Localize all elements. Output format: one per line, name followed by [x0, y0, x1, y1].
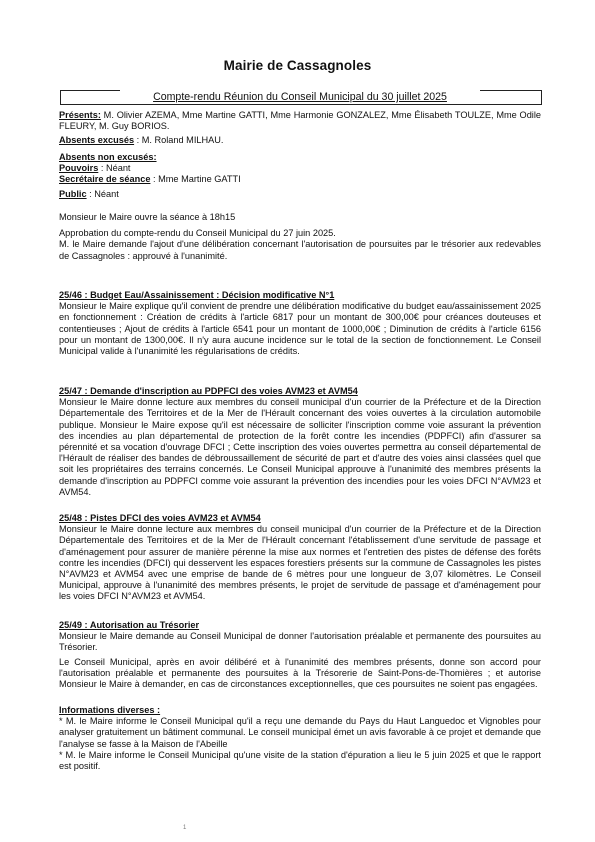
section-25-47: [59, 386, 541, 498]
absents-excuses-text: : M. Roland MILHAU.: [136, 135, 224, 146]
presents-text: M. Olivier AZEMA, Mme Martine GATTI, Mme Harmonie GONZALEZ, Mme Élisabeth TOULZE, Mme Odile FLEURY, M. Guy BORIOS.: [59, 110, 541, 132]
absents-excuses-label: Absents excusés: [59, 135, 135, 146]
section-25-48: [59, 513, 541, 603]
public-line: [59, 189, 541, 200]
presents-line: [59, 110, 541, 132]
opening-line-1: Monsieur le Maire ouvre la séance à 18h15: [59, 212, 236, 222]
section-body: Monsieur le Maire explique qu'il convient de prendre une délibération modificative du budget eau/assainissement 2025 en fonctionnement : Création de crédits à l'article 6817 pour un montant de 300,00€ pour créances douteuses et contentieuses ; Ajout de crédits à l'article 6541 pour un montant de 1000,00€ ; Diminution de crédits à l'article 6156 pour un montant de 1300,00€. Il n'y aura aucune incidence sur le total de la section de fonctionnement. Le Conseil Municipal valide à l'unanimité les régularisations de crédits.: [59, 301, 541, 357]
public-label: Public: [59, 189, 87, 200]
section-heading: 25/49 : Autorisation au Trésorier: [59, 620, 200, 630]
informations-heading: Informations diverses :: [59, 705, 161, 715]
presents-label: Présents:: [59, 110, 101, 120]
section-heading: 25/47 : Demande d'inscription au PDPFCI des voies AVM23 et AVM54: [59, 386, 358, 396]
pouvoirs-label: Pouvoirs: [59, 162, 99, 173]
page-title: Mairie de Cassagnoles: [223, 58, 372, 73]
section-25-49: [59, 620, 541, 690]
information-item-2: * M. le Maire informe le Conseil Municipal qu'une visite de la station d'épuration a lieu le 5 juin 2025 et que le rapport est positif.: [59, 749, 541, 772]
informations-diverses: [59, 705, 541, 772]
secretaire-line: [59, 174, 541, 185]
secretaire-label: Secrétaire de séance: [59, 174, 151, 185]
absents-excuses-line: [59, 135, 541, 146]
opening-line-3: M. le Maire demande l'ajout d'une délibération concernant l'autorisation de poursuites par le trésorier aux redevables de Cassagnoles : approuvé à l'unanimité.: [59, 239, 541, 261]
section-body: Monsieur le Maire donne lecture aux membres du conseil municipal d'un courrier de la Préfecture et de la Direction Départementale des Territoires et de la Mer de l'Hérault concernant des voies ouvertes à la circulation automobile publique. Monsieur le Maire expose qu'il est nécessaire de solliciter l'inscription comme voie assurant la prévention des incendies au plan départemental de protection de la forêt contre les incendies (PDPFCI) afin d'assurer sa pérennité et sa vocation d'ouvrage DFCI ; Cette inscription des voies ouvertes permettra au conseil départemental de l'Hérault de réaliser des bandes de débroussaillement de sécurité de part et d'autre des voies ainsi classées quel que soit les propriétaires des terrains concernés. Le Conseil Municipal approuve à l'unanimité des membres présents la demande d'inscription au PDPFCI comme voie assurant la prévention des incendies pour les voies DFCI N°AVM23 et AVM54.: [59, 397, 541, 497]
opening-block: [59, 212, 541, 262]
information-item-1: * M. le Maire informe le Conseil Municipal qu'il a reçu une demande du Pays du Haut Languedoc et Vignobles pour analyser gratuitement un bâtiment communal. Le conseil municipal émet un avis favorable à ce projet et demande que l'analyse se fasse à la Maison de l'Abeille: [59, 716, 541, 749]
pouvoirs-text: : Néant: [98, 162, 131, 173]
opening-line-2: Approbation du compte-rendu du Conseil Municipal du 27 juin 2025.: [59, 228, 336, 239]
section-body: Monsieur le Maire demande au Conseil Municipal de donner l'autorisation préalable et permanente des poursuites au Trésorier.: [59, 631, 541, 653]
attendance-block: [59, 110, 541, 200]
secretaire-text: : Mme Martine GATTI: [150, 174, 241, 185]
section-25-46: [59, 290, 541, 357]
section-heading: 25/46 : Budget Eau/Assainissement : Décision modificative N°1: [59, 290, 335, 300]
page-footer-mark: 1: [183, 825, 187, 831]
absents-non-excuses-line: [59, 152, 541, 163]
public-text: : Néant: [86, 189, 119, 200]
section-heading: 25/48 : Pistes DFCI des voies AVM23 et AVM54: [59, 513, 261, 523]
section-body: Monsieur le Maire donne lecture aux membres du conseil municipal d'un courrier de la Préfecture et de la Direction Départementale des Territoires et de la Mer de l'Hérault concernant l'établissement d'une servitude de passage et d'aménagement pour assurer de manière pérenne la mise aux normes et l'entretien des pistes de défense des forêts contre les incendies (DFCI) qui desservent les espaces forestiers présents sur la commune de Cassagnoles les pistes N°AVM23 et AVM54 avec une emprise de bande de 6 mètres pour une longueur de 3,07 kilomètres. Le Conseil Municipal, approuve à l'unanimité des membres présents, le projet de servitude de passage et d'aménagement pour les voies DFCI N°AVM23 et AVM54.: [59, 524, 541, 602]
report-subtitle: Compte-rendu Réunion du Conseil Municipal du 30 juillet 2025: [153, 91, 447, 103]
section-body-2: Le Conseil Municipal, après en avoir délibéré et à l'unanimité des membres présents, donne son accord pour l'autorisation préalable et permanente des poursuites à la Trésorerie de Saint-Pons-de-Thomières ; et autorise Monsieur le Maire à demander, en cas de circonstances exceptionnelles, que ces poursuites ne soient pas engagées.: [59, 656, 541, 690]
pouvoirs-line: [59, 163, 541, 174]
absents-non-excuses-label: Absents non excusés:: [59, 151, 157, 162]
